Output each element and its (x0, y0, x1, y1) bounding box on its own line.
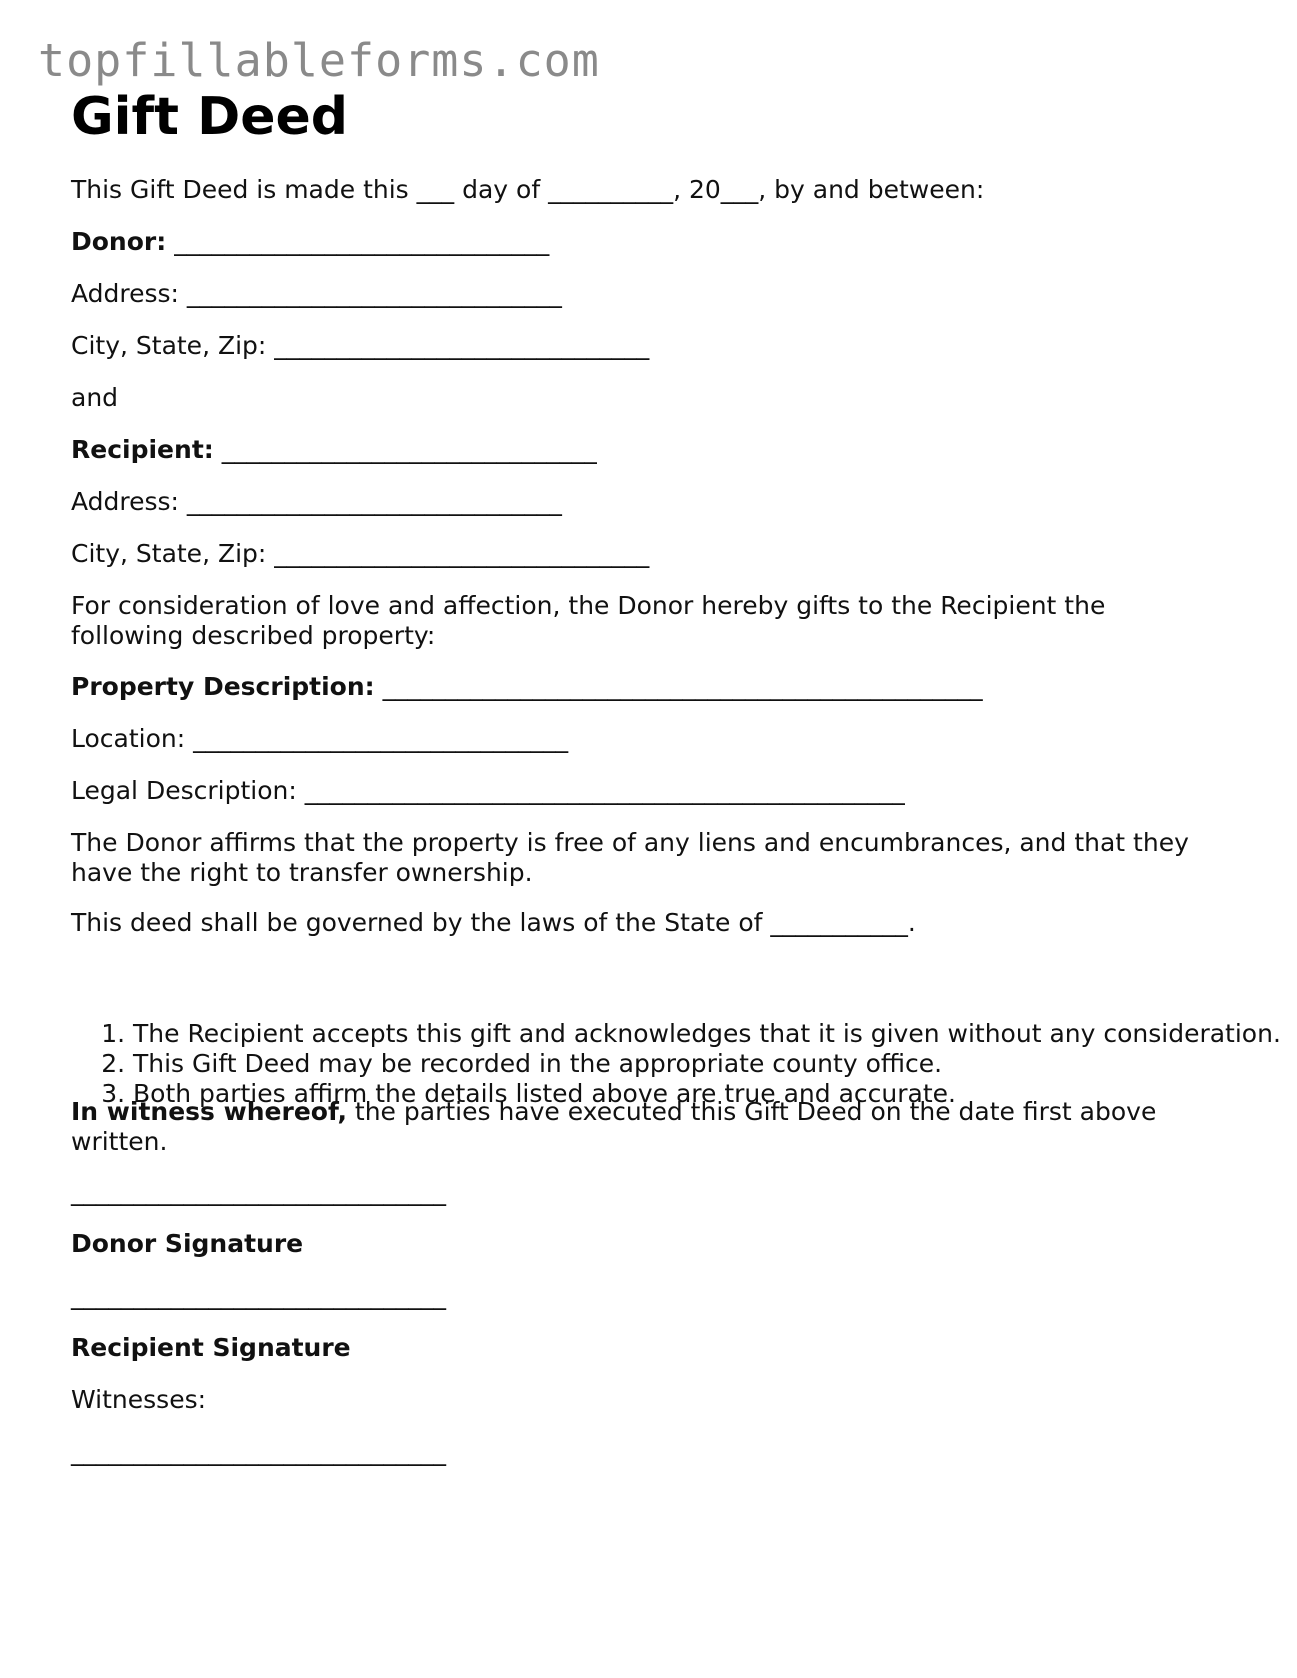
list-item: 3. Both parties affirm the details listed above are true and accurate. (133, 1079, 1283, 1109)
location-field[interactable]: Location: ______________________________ (71, 724, 569, 753)
intro-line: This Gift Deed is made this ___ day of __________, 20___, by and between: (71, 175, 985, 204)
witnesses-label: Witnesses: (71, 1385, 207, 1414)
connector-text: and (71, 383, 119, 412)
witness-signature-line[interactable]: ______________________________ (71, 1437, 446, 1466)
property-description-label: Property Description: (71, 672, 375, 701)
donor-label: Donor: (71, 227, 167, 256)
site-watermark: topfillableforms.com (38, 34, 600, 87)
recipient-signature-label: Recipient Signature (71, 1333, 351, 1362)
list-item: 2. This Gift Deed may be recorded in the appropriate county office. (133, 1049, 1283, 1079)
document-title: Gift Deed (71, 87, 349, 147)
affirmation-paragraph: The Donor affirms that the property is free of any liens and encumbrances, and that they have the right to transfer ownership. (71, 828, 1189, 887)
donor-name-field[interactable]: ______________________________ (174, 227, 550, 256)
recipient-label: Recipient: (71, 435, 214, 464)
list-item: 1. The Recipient accepts this gift and acknowledges that it is given without any consideration. (133, 1019, 1283, 1049)
clauses-list (71, 1019, 1283, 1109)
recipient-signature-line[interactable]: ______________________________ (71, 1281, 446, 1310)
governing-law-field[interactable]: This deed shall be governed by the laws of the State of ___________. (71, 908, 916, 937)
consideration-paragraph: For consideration of love and affection, the Donor hereby gifts to the Recipient the following described property: (71, 591, 1106, 650)
recipient-name-row (71, 435, 597, 465)
recipient-city-field[interactable]: City, State, Zip: ______________________________ (71, 539, 650, 568)
witness-clause (71, 1097, 1221, 1157)
donor-city-field[interactable]: City, State, Zip: ______________________________ (71, 331, 650, 360)
donor-name-row (71, 227, 549, 257)
donor-signature-label: Donor Signature (71, 1229, 304, 1258)
witness-clause-bold: In witness whereof, (71, 1097, 347, 1126)
witness-clause-rest: the parties have executed this Gift Deed on the date first above written. (71, 1097, 1157, 1156)
donor-address-field[interactable]: Address: ______________________________ (71, 279, 562, 308)
property-description-field[interactable]: ________________________________________________ (382, 672, 983, 701)
donor-signature-line[interactable]: ______________________________ (71, 1177, 446, 1206)
recipient-name-field[interactable]: ______________________________ (221, 435, 597, 464)
recipient-address-field[interactable]: Address: ______________________________ (71, 487, 562, 516)
legal-description-field[interactable]: Legal Description: ________________________________________________ (71, 776, 905, 805)
property-description-row (71, 672, 983, 702)
